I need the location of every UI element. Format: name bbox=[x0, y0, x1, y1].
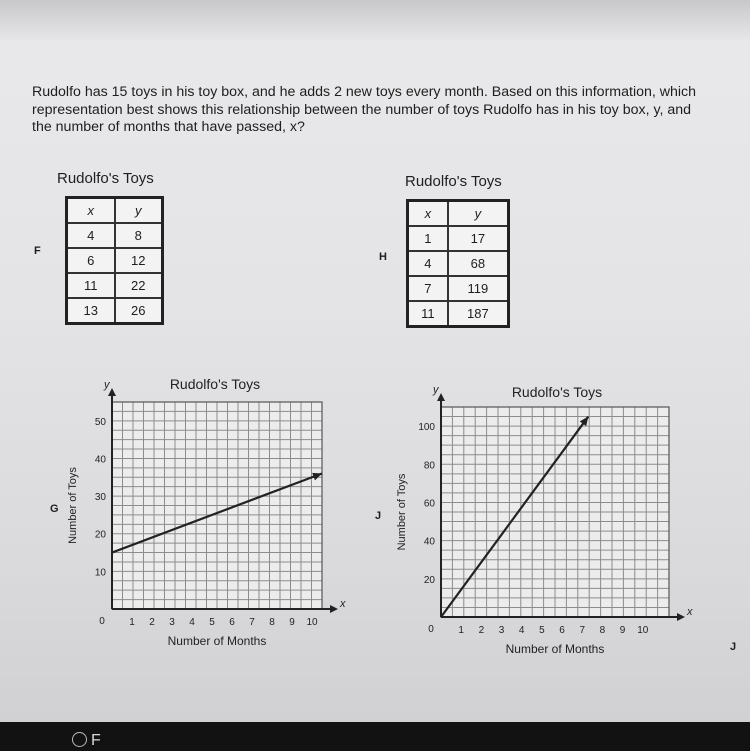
photo-bottom-edge bbox=[0, 722, 750, 751]
option-h-label: H bbox=[379, 251, 387, 263]
x-tick-label: 10 bbox=[637, 625, 649, 636]
photo-top-edge bbox=[0, 0, 750, 40]
x-tick-label: 9 bbox=[289, 617, 295, 628]
radio-icon[interactable] bbox=[72, 732, 87, 747]
table-row bbox=[408, 226, 509, 251]
y-axis-letter: y bbox=[104, 379, 110, 391]
table-cell: 7 bbox=[408, 276, 448, 301]
x-axis-label: Number of Months bbox=[505, 642, 605, 656]
y-axis-label: Number of Toys bbox=[396, 473, 408, 551]
option-j-label: J bbox=[375, 510, 382, 522]
table-row bbox=[67, 248, 163, 273]
x-tick-label: 2 bbox=[478, 625, 485, 636]
origin-label: 0 bbox=[99, 616, 105, 627]
table-cell: 68 bbox=[448, 251, 509, 276]
table-f-header-x: x bbox=[67, 198, 115, 224]
table-h-header-y: y bbox=[448, 201, 509, 227]
x-tick-label: 6 bbox=[229, 617, 235, 628]
x-axis-letter: x bbox=[340, 598, 346, 610]
y-tick-label: 40 bbox=[423, 536, 435, 548]
x-axis-arrow-icon bbox=[330, 605, 338, 613]
x-tick-label: 4 bbox=[189, 617, 195, 628]
table-row bbox=[67, 223, 163, 248]
table-cell: 1 bbox=[408, 226, 448, 251]
table-row bbox=[67, 273, 163, 298]
y-tick-label: 10 bbox=[94, 567, 106, 579]
question-text: Rudolfo has 15 toys in his toy box, and he adds 2 new toys every month. Based on this information, which representation best shows this relationship between the number of toys Rudolfo has in his toy box, y, and the number of months that have passed, x? bbox=[32, 84, 697, 135]
x-tick-label: 6 bbox=[559, 625, 565, 636]
y-tick-label: 20 bbox=[94, 529, 106, 541]
table-cell: 26 bbox=[115, 298, 163, 324]
answer-choice-f[interactable] bbox=[72, 732, 101, 750]
chart-title: Rudolfo's Toys bbox=[169, 376, 261, 392]
x-tick-label: 5 bbox=[209, 617, 215, 628]
table-row bbox=[67, 298, 163, 324]
table-cell: 8 bbox=[115, 223, 163, 248]
table-cell: 12 bbox=[115, 248, 163, 273]
y-axis-letter: y bbox=[433, 384, 439, 396]
option-f-label: F bbox=[34, 245, 41, 257]
y-tick-label: 50 bbox=[94, 416, 106, 428]
table-f bbox=[65, 196, 164, 325]
table-cell: 4 bbox=[67, 223, 115, 248]
x-axis-arrow-icon bbox=[677, 613, 685, 621]
x-tick-label: 7 bbox=[579, 625, 586, 636]
x-axis-label: Number of Months bbox=[167, 634, 267, 648]
x-tick-label: 1 bbox=[129, 617, 135, 628]
x-tick-label: 8 bbox=[269, 617, 275, 628]
x-tick-label: 1 bbox=[458, 625, 464, 636]
y-tick-label: 60 bbox=[423, 498, 435, 510]
side-mark: J bbox=[730, 641, 737, 653]
table-cell: 11 bbox=[67, 273, 115, 298]
answer-choice-label: F bbox=[91, 732, 101, 749]
x-tick-label: 5 bbox=[539, 625, 545, 636]
table-cell: 119 bbox=[448, 276, 509, 301]
table-row bbox=[408, 276, 509, 301]
table-row bbox=[408, 301, 509, 327]
table-cell: 11 bbox=[408, 301, 448, 327]
table-h bbox=[406, 199, 510, 328]
x-tick-label: 4 bbox=[518, 625, 525, 636]
x-tick-label: 7 bbox=[249, 617, 255, 628]
x-tick-label: 3 bbox=[498, 625, 505, 636]
option-g-label: G bbox=[50, 503, 59, 515]
origin-label: 0 bbox=[428, 624, 434, 635]
x-tick-label: 9 bbox=[619, 625, 626, 636]
table-f-header-y: y bbox=[115, 198, 163, 224]
x-axis-letter: x bbox=[687, 606, 693, 618]
chart-g bbox=[60, 372, 345, 662]
x-tick-label: 10 bbox=[306, 617, 318, 628]
chart-j bbox=[395, 380, 693, 670]
table-cell: 13 bbox=[67, 298, 115, 324]
table-h-title: Rudolfo's Toys bbox=[405, 173, 502, 190]
y-tick-label: 40 bbox=[94, 454, 106, 466]
table-cell: 22 bbox=[115, 273, 163, 298]
x-tick-label: 8 bbox=[599, 625, 606, 636]
table-cell: 17 bbox=[448, 226, 509, 251]
table-cell: 187 bbox=[448, 301, 509, 327]
y-tick-label: 100 bbox=[418, 422, 435, 434]
y-tick-label: 30 bbox=[94, 492, 106, 504]
x-tick-label: 2 bbox=[149, 617, 155, 628]
chart-title: Rudolfo's Toys bbox=[511, 384, 603, 400]
table-f-title: Rudolfo's Toys bbox=[57, 170, 154, 187]
table-h-header-x: x bbox=[408, 201, 448, 227]
y-axis-label: Number of Toys bbox=[67, 467, 79, 544]
y-tick-label: 80 bbox=[423, 460, 435, 472]
table-row bbox=[408, 251, 509, 276]
y-tick-label: 20 bbox=[423, 574, 435, 586]
table-cell: 4 bbox=[408, 251, 448, 276]
x-tick-label: 3 bbox=[169, 617, 175, 628]
table-cell: 6 bbox=[67, 248, 115, 273]
